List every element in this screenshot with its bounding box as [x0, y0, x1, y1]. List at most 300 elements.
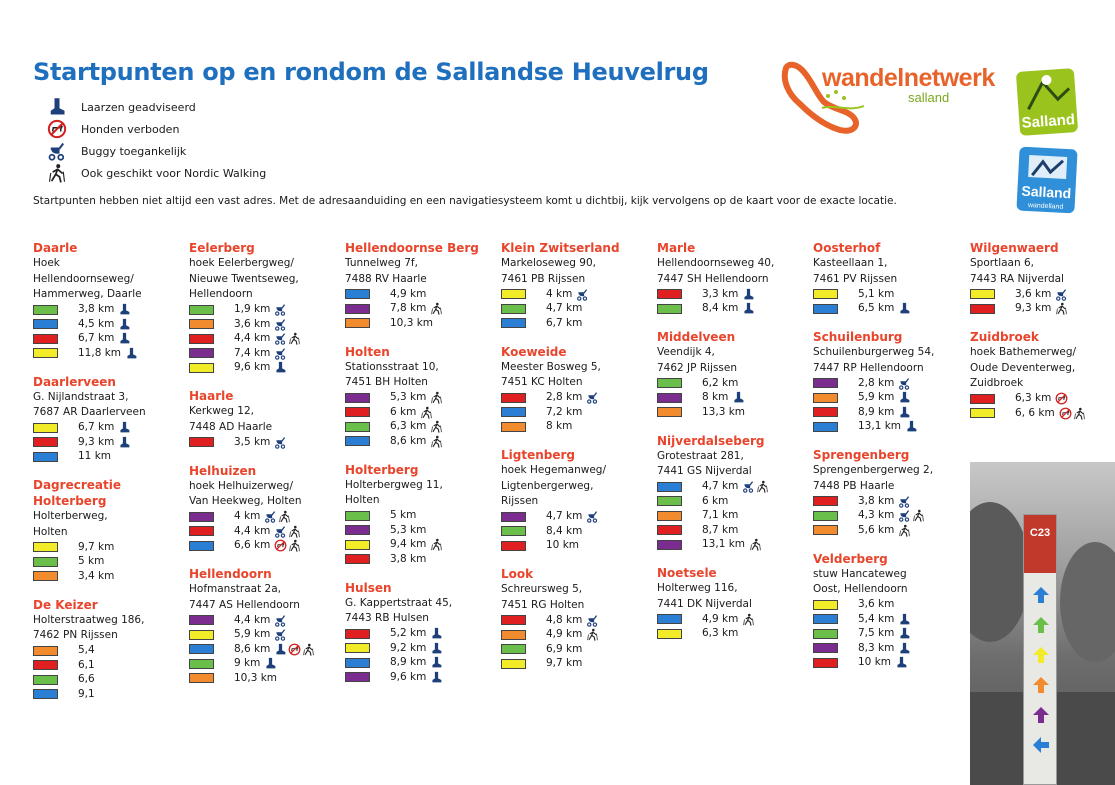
route-row — [33, 346, 183, 361]
location-block — [813, 551, 963, 671]
location-address: G. Nijlandstraat 3, 7687 AR Daarlerveen — [33, 390, 146, 418]
buggy-icon — [274, 525, 287, 538]
route-row — [345, 302, 495, 317]
route-distance: 9,3 km — [78, 435, 115, 448]
route-distance: 4 km — [546, 287, 573, 300]
route-row — [345, 316, 495, 331]
location-name: Oosterhof — [813, 241, 881, 255]
route-distance: 9,7 km — [78, 540, 115, 553]
location-address: Grotestraat 281, 7441 GS Nijverdal — [657, 449, 752, 477]
route-color-orange — [813, 525, 838, 535]
route-row — [33, 658, 183, 673]
location-block — [501, 240, 651, 331]
route-row — [657, 376, 807, 391]
route-row — [813, 405, 963, 420]
route-row — [345, 552, 495, 567]
route-icons — [732, 391, 746, 404]
route-distance: 5,9 km — [234, 628, 271, 641]
boot-icon — [898, 406, 911, 419]
route-color-orange — [657, 511, 682, 521]
route-row — [345, 656, 495, 671]
route-distance: 1,9 km — [234, 303, 271, 316]
nordic-walking-icon — [430, 391, 443, 404]
route-icons — [586, 614, 600, 627]
nordic-walking-icon — [33, 163, 81, 183]
route-color-purple — [189, 348, 214, 358]
route-icons — [430, 391, 444, 404]
route-color-blue — [33, 452, 58, 462]
location-name: Middelveen — [657, 330, 736, 344]
route-color-green — [345, 422, 370, 432]
route-distance: 4 km — [234, 510, 261, 523]
route-icons — [898, 627, 912, 640]
page-title: Startpunten op en rondom de Sallandse Heuvelrug — [33, 58, 709, 86]
route-row — [33, 644, 183, 659]
route-icons — [118, 332, 132, 345]
route-distance: 8 km — [546, 420, 573, 433]
route-icons — [430, 642, 444, 655]
route-icons — [898, 495, 912, 508]
location-address: Schuilenburgerweg 54, 7447 RP Hellendoorn — [813, 346, 935, 374]
buggy-icon — [47, 141, 67, 161]
route-row — [657, 612, 807, 627]
column-4 — [501, 240, 651, 684]
route-distance: 13,1 km — [702, 538, 746, 551]
nordic-walking-icon — [912, 509, 925, 522]
route-icons — [576, 288, 590, 301]
location-address: Holterstraatweg 186, 7462 PN Rijssen — [33, 613, 145, 641]
wandelnetwerk-logo — [778, 60, 998, 140]
boot-icon — [430, 671, 443, 684]
route-distance: 6 km — [390, 405, 417, 418]
route-distance: 5 km — [78, 555, 105, 568]
route-color-red — [33, 660, 58, 670]
location-block — [33, 374, 183, 465]
salland-badge-blue — [1016, 147, 1077, 214]
route-color-purple — [345, 525, 370, 535]
nordic-walking-icon — [430, 538, 443, 551]
route-icons — [264, 657, 278, 670]
route-distance: 8 km — [702, 391, 729, 404]
route-row — [501, 405, 651, 420]
route-icons — [905, 420, 919, 433]
buggy-icon — [576, 288, 589, 301]
route-distance: 10,3 km — [390, 316, 434, 329]
route-distance: 3,8 km — [78, 303, 115, 316]
route-color-blue — [345, 436, 370, 446]
route-row — [345, 670, 495, 685]
location-name: Sprengenberg — [813, 448, 910, 462]
boot-icon — [905, 420, 918, 433]
route-icons — [118, 421, 132, 434]
legend-label: Laarzen geadviseerd — [81, 100, 196, 114]
route-color-green — [657, 496, 682, 506]
route-row — [970, 392, 1110, 407]
route-color-yellow — [813, 600, 838, 610]
route-row — [970, 406, 1110, 421]
route-row — [501, 287, 651, 302]
column-5 — [657, 240, 807, 654]
location-address: Holterberweg, Holten — [33, 510, 108, 538]
route-color-orange — [657, 407, 682, 417]
route-row — [813, 612, 963, 627]
route-icons — [264, 510, 292, 523]
route-color-blue — [189, 541, 214, 551]
buggy-icon — [33, 141, 81, 161]
route-icons — [742, 288, 756, 301]
route-row — [501, 391, 651, 406]
location-name: Koeweide — [501, 344, 567, 359]
route-distance: 3,6 km — [1015, 287, 1052, 300]
route-row — [33, 555, 183, 570]
location-name: Helhuizen — [189, 463, 257, 478]
nordic-walking-icon — [756, 480, 769, 493]
route-distance: 2,8 km — [546, 391, 583, 404]
route-distance: 4,9 km — [546, 628, 583, 641]
nordic-walking-icon — [1073, 407, 1086, 420]
route-color-yellow — [813, 289, 838, 299]
route-row — [345, 391, 495, 406]
route-icons — [274, 347, 288, 360]
boot-icon — [264, 657, 277, 670]
nordic-walking-icon — [430, 435, 443, 448]
route-row — [813, 627, 963, 642]
boot-icon — [118, 332, 131, 345]
location-address: Meester Bosweg 5, 7451 KC Holten — [501, 360, 601, 388]
location-address: Holterweg 116, 7441 DK Nijverdal — [657, 582, 752, 610]
route-row — [657, 494, 807, 509]
route-distance: 4,4 km — [234, 613, 271, 626]
location-address: Veendijk 4, 7462 JP Rijssen — [657, 346, 738, 374]
route-icons — [430, 627, 444, 640]
route-distance: 4,4 km — [234, 332, 271, 345]
nordic-walking-icon — [47, 163, 67, 183]
route-color-yellow — [189, 630, 214, 640]
buggy-icon — [274, 614, 287, 627]
route-distance: 4,9 km — [390, 287, 427, 300]
buggy-icon — [586, 510, 599, 523]
route-color-red — [189, 334, 214, 344]
route-distance: 10 km — [546, 539, 580, 552]
route-row — [189, 524, 339, 539]
waymarker-post-top — [1024, 515, 1056, 573]
route-distance: 6,7 km — [78, 332, 115, 345]
route-color-green — [657, 378, 682, 388]
column-6 — [813, 240, 963, 683]
location-name: De Keizer — [33, 597, 98, 612]
boot-icon — [430, 627, 443, 640]
route-color-green — [33, 675, 58, 685]
route-color-orange — [813, 393, 838, 403]
route-icons — [749, 538, 763, 551]
route-color-red — [501, 393, 526, 403]
route-icons — [118, 318, 132, 331]
location-block — [33, 477, 183, 584]
route-color-purple — [189, 512, 214, 522]
route-color-green — [501, 304, 526, 314]
route-row — [657, 538, 807, 553]
route-color-blue — [501, 407, 526, 417]
boot-icon — [33, 97, 81, 117]
route-color-purple — [657, 393, 682, 403]
boot-icon — [895, 656, 908, 669]
route-icons — [1059, 407, 1087, 420]
location-name: Nijverdalseberg — [657, 433, 765, 448]
location-block — [345, 240, 495, 331]
location-block — [970, 240, 1110, 316]
route-distance: 3,4 km — [78, 569, 115, 582]
legend-label: Ook geschikt voor Nordic Walking — [81, 166, 267, 180]
route-row — [657, 405, 807, 420]
nordic-walking-icon — [288, 525, 301, 538]
route-distance: 9,2 km — [390, 641, 427, 654]
location-name: Daarlerveen — [33, 374, 116, 389]
route-distance: 8,4 km — [702, 302, 739, 315]
route-icons — [274, 614, 288, 627]
route-distance: 6,6 — [78, 673, 95, 686]
route-distance: 5,1 km — [858, 287, 895, 300]
route-icons — [898, 391, 912, 404]
route-row — [33, 450, 183, 465]
nordic-walking-icon — [430, 302, 443, 315]
route-color-green — [33, 557, 58, 567]
route-color-red — [345, 629, 370, 639]
route-row — [813, 420, 963, 435]
location-block — [970, 329, 1110, 421]
route-icons — [430, 538, 444, 551]
route-row — [189, 435, 339, 450]
waymarker-photo — [970, 462, 1115, 785]
route-distance: 3,5 km — [234, 435, 271, 448]
location-name: Klein Zwitserland — [501, 241, 620, 255]
route-distance: 11,8 km — [78, 346, 122, 359]
route-distance: 6,3 km — [390, 420, 427, 433]
location-name: Wilgenwaerd — [970, 241, 1059, 255]
location-address: Sprengenbergerweg 2, 7448 PB Haarle — [813, 464, 934, 492]
route-color-red — [33, 334, 58, 344]
route-icons — [430, 435, 444, 448]
location-name: Velderberg — [813, 551, 888, 566]
route-row — [33, 317, 183, 332]
route-distance: 5,3 km — [390, 391, 427, 404]
route-icons — [430, 656, 444, 669]
route-icons — [420, 406, 434, 419]
route-row — [33, 421, 183, 436]
route-color-red — [813, 496, 838, 506]
route-distance: 13,3 km — [702, 405, 746, 418]
route-row — [657, 523, 807, 538]
route-distance: 11 km — [78, 450, 112, 463]
location-block — [657, 433, 807, 553]
route-icons — [898, 509, 926, 522]
route-row — [33, 332, 183, 347]
route-color-blue — [189, 644, 214, 654]
route-row — [501, 316, 651, 331]
route-row — [345, 523, 495, 538]
route-icons — [274, 361, 288, 374]
route-color-red — [657, 289, 682, 299]
location-name: Eelerberg — [189, 241, 255, 255]
route-color-blue — [33, 319, 58, 329]
route-distance: 8,6 km — [234, 642, 271, 655]
location-name: Marle — [657, 241, 696, 255]
buggy-icon — [586, 614, 599, 627]
route-color-red — [345, 554, 370, 564]
buggy-icon — [898, 377, 911, 390]
route-row — [657, 509, 807, 524]
route-row — [813, 494, 963, 509]
route-color-blue — [345, 289, 370, 299]
route-color-yellow — [33, 423, 58, 433]
route-color-green — [189, 659, 214, 669]
route-icons — [1055, 392, 1069, 405]
route-color-yellow — [345, 540, 370, 550]
column-2 — [189, 240, 339, 699]
location-name: Dagrecreatie Holterberg — [33, 478, 121, 508]
route-distance: 5 km — [390, 509, 417, 522]
route-row — [189, 361, 339, 376]
route-row — [501, 420, 651, 435]
route-icons — [430, 671, 444, 684]
location-address: Markeloseweg 90, 7461 PB Rijssen — [501, 257, 596, 285]
legend-item — [33, 118, 266, 140]
route-row — [189, 642, 339, 657]
no-dogs-icon — [288, 643, 301, 656]
route-color-red — [970, 304, 995, 314]
column-1 — [33, 240, 183, 715]
boot-icon — [732, 391, 745, 404]
route-color-green — [813, 629, 838, 639]
route-row — [813, 641, 963, 656]
location-name: Holten — [345, 344, 390, 359]
buggy-icon — [274, 436, 287, 449]
route-color-blue — [813, 422, 838, 432]
route-distance: 9,1 — [78, 687, 95, 700]
wandelnetwerk-logo-text: wandelnetwerk — [822, 64, 995, 92]
route-distance: 5,3 km — [390, 523, 427, 536]
location-block — [345, 580, 495, 685]
route-icons — [898, 302, 912, 315]
waymarker-post — [1023, 514, 1057, 785]
route-color-red — [657, 525, 682, 535]
no-dogs-icon — [47, 119, 67, 139]
yellow-arrow-icon — [1031, 645, 1051, 665]
route-row — [33, 540, 183, 555]
route-distance: 4,9 km — [702, 612, 739, 625]
wandelnetwerk-logo-subtext: salland — [908, 90, 950, 105]
route-distance: 8,7 km — [702, 523, 739, 536]
route-distance: 6,9 km — [546, 642, 583, 655]
route-color-yellow — [501, 659, 526, 669]
boot-icon — [430, 656, 443, 669]
location-block — [501, 566, 651, 671]
location-name: Haarle — [189, 389, 234, 403]
route-distance: 3,6 km — [234, 317, 271, 330]
boot-icon — [898, 613, 911, 626]
route-color-red — [813, 658, 838, 668]
route-icons — [274, 643, 316, 656]
location-block — [813, 329, 963, 434]
nordic-walking-icon — [749, 538, 762, 551]
location-address: Stationsstraat 10, 7451 BH Holten — [345, 360, 439, 388]
route-distance: 8,9 km — [858, 405, 895, 418]
route-color-orange — [33, 646, 58, 656]
buggy-icon — [586, 391, 599, 404]
route-color-orange — [345, 318, 370, 328]
route-icons — [742, 480, 770, 493]
salland-badge-green — [1016, 68, 1078, 136]
legend-item — [33, 96, 266, 118]
location-name: Daarle — [33, 241, 78, 255]
route-icons — [118, 436, 132, 449]
location-address: hoek Hegemanweg/ Ligtenbergerweg, Rijssen — [501, 464, 607, 507]
buggy-icon — [264, 510, 277, 523]
location-block — [33, 597, 183, 702]
purple-arrow-icon — [1031, 705, 1051, 725]
route-distance: 6,3 km — [1015, 392, 1052, 405]
buggy-icon — [742, 480, 755, 493]
route-color-yellow — [345, 643, 370, 653]
route-color-red — [970, 394, 995, 404]
note: Startpunten hebben niet altijd een vast adres. Met de adresaanduiding en een navigatiesysteem komt u dichtbij, kijk vervolgens op de kaart voor de exacte locatie. — [33, 195, 897, 207]
route-icons — [586, 391, 600, 404]
green-arrow-icon — [1031, 615, 1051, 635]
route-icons — [586, 510, 600, 523]
location-address: G. Kappertstraat 45, 7443 RB Hulsen — [345, 596, 453, 624]
route-distance: 9,6 km — [390, 670, 427, 683]
route-distance: 4,8 km — [546, 613, 583, 626]
route-icons — [898, 524, 912, 537]
route-color-orange — [501, 422, 526, 432]
route-color-green — [189, 305, 214, 315]
route-distance: 2,8 km — [858, 376, 895, 389]
route-color-red — [189, 437, 214, 447]
route-color-yellow — [33, 348, 58, 358]
location-address: Hellendoornseweg 40, 7447 SH Hellendoorn — [657, 257, 775, 285]
route-icons — [1055, 302, 1069, 315]
route-distance: 4,7 km — [702, 480, 739, 493]
location-address: Hoek Hellendoornseweg/ Hammerweg, Daarle — [33, 257, 142, 300]
location-name: Hellendoorn — [189, 567, 272, 581]
legend-label: Buggy toegankelijk — [81, 144, 187, 158]
waymarker-label: C23 — [1029, 527, 1051, 539]
route-distance: 9,4 km — [390, 538, 427, 551]
route-color-yellow — [501, 289, 526, 299]
left-arrow-icon — [1031, 735, 1051, 755]
location-name: Schuilenburg — [813, 330, 903, 344]
location-address: Kasteellaan 1, 7461 PV Rijssen — [813, 257, 898, 285]
location-block — [657, 329, 807, 420]
route-color-blue — [813, 304, 838, 314]
route-color-green — [501, 644, 526, 654]
location-block — [189, 463, 339, 554]
route-icons — [898, 377, 912, 390]
location-block — [345, 462, 495, 567]
buggy-icon — [274, 332, 287, 345]
buggy-icon — [898, 509, 911, 522]
route-icons — [898, 613, 912, 626]
nordic-walking-icon — [742, 613, 755, 626]
route-distance: 4,4 km — [234, 524, 271, 537]
route-distance: 8,3 km — [858, 641, 895, 654]
route-distance: 9,7 km — [546, 657, 583, 670]
route-color-purple — [345, 672, 370, 682]
location-address: hoek Eelerbergweg/ Nieuwe Twentseweg, Hellendoorn — [189, 257, 299, 300]
route-distance: 5,2 km — [390, 627, 427, 640]
route-icons — [1055, 288, 1069, 301]
route-row — [345, 538, 495, 553]
nordic-walking-icon — [430, 420, 443, 433]
